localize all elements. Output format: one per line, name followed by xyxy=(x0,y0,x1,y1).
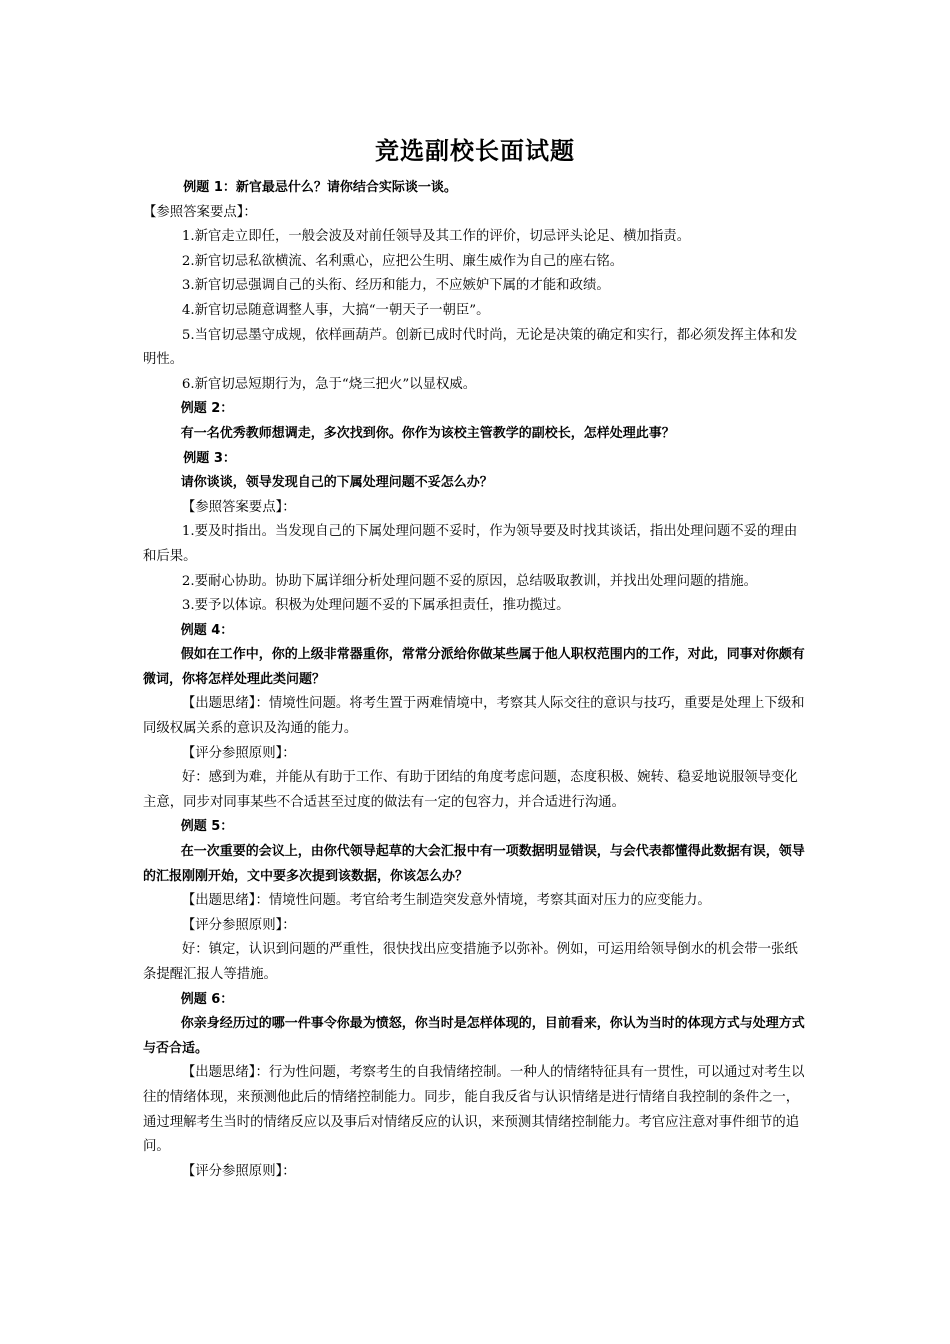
answer-point: 6.新官切忌短期行为，急于“烧三把火”以显权威。 xyxy=(181,376,477,392)
scoring-principle-heading: 【评分参照原则】： xyxy=(181,745,296,761)
question-3-text: 请你谈谈，领导发现自己的下属处理问题不妥怎么办？ xyxy=(180,475,493,491)
page-title: 竞选副校长面试题 xyxy=(375,137,575,165)
question-idea: 【出题思绪】：情境性问题。将考生置于两难情境中，考察其人际交往的意识与技巧，重要是处理上下级和同级权属关系的意识及沟通的能力。 xyxy=(143,696,805,737)
answer-point: 3.要予以体谅。积极为处理问题不妥的下属承担责任，推功揽过。 xyxy=(181,598,570,614)
question-6-label: 例题 6： xyxy=(180,991,234,1007)
question-2-label: 例题 2： xyxy=(180,401,234,417)
scoring-good: 好：感到为难，并能从有助于工作、有助于团结的角度考虑问题，态度积极、婉转、稳妥地说服领导变化主意，同步对同事某些不合适甚至过度的做法有一定的包容力，并合适进行沟通。 xyxy=(143,770,798,810)
question-4-text: 假如在工作中，你的上级非常器重你，常常分派给你做某些属于他人职权范围内的工作，对此，同事对你颇有微词，你将怎样处理此类问题？ xyxy=(143,647,805,687)
answer-point: 4.新官切忌随意调整人事，大搞“一朝天子一朝臣”。 xyxy=(181,302,490,318)
scoring-principle-heading: 【评分参照原则】： xyxy=(181,917,296,933)
reference-answer-heading: 【参照答案要点】： xyxy=(181,499,296,515)
answer-point: 5.当官切忌墨守成规，依样画葫芦。创新已成时代时尚，无论是决策的确定和实行，都必须发挥主体和发明性。 xyxy=(143,327,798,368)
answer-point: 3.新官切忌强调自己的头衔、经历和能力，不应嫉妒下属的才能和政绩。 xyxy=(181,278,610,294)
scoring-principle-heading: 【评分参照原则】： xyxy=(181,1163,296,1179)
document-body xyxy=(143,176,807,1184)
question-idea: 【出题思绪】：行为性问题，考察考生的自我情绪控制。一种人的情绪特征具有一贯性，可以通过对考生以往的情绪体现，来预测他此后的情绪控制能力。同步，能自我反省与认识情绪是进行情绪自我控制的条件之一，通过理解考生当时的情绪反应以及事后对情绪反应的认识，来预测其情绪控制能力。考官应注意对事件细节的追问。 xyxy=(143,1065,805,1155)
question-1: 例题 1：新官最忌什么？请你结合实际谈一谈。 xyxy=(183,180,457,195)
answer-point: 1.要及时指出。当发现自己的下属处理问题不妥时，作为领导要及时找其谈话，指出处理问题不妥的理由和后果。 xyxy=(143,524,798,564)
question-5-text: 在一次重要的会议上，由你代领导起草的大会汇报中有一项数据明显错误，与会代表都懂得此数据有误，领导的汇报刚刚开始，文中要多次提到该数据，你该怎么办？ xyxy=(143,844,805,884)
answer-point: 1.新官走立即任，一般会波及对前任领导及其工作的评价，切忌评头论足、横加指责。 xyxy=(181,229,691,245)
reference-answer-heading: 【参照答案要点】： xyxy=(143,204,257,220)
question-3-label: 例题 3： xyxy=(183,450,236,466)
scoring-good: 好：镇定，认识到问题的严重性，很快找出应变措施予以弥补。例如，可运用给领导倒水的机会带一张纸条提醒汇报人等措施。 xyxy=(143,942,798,982)
question-6-text: 你亲身经历过的哪一件事令你最为愤怒，你当时是怎样体现的，目前看来，你认为当时的体现方式与处理方式与否合适。 xyxy=(143,1016,805,1056)
question-2-text: 有一名优秀教师想调走，多次找到你。你作为该校主管教学的副校长，怎样处理此事？ xyxy=(180,425,675,441)
answer-point: 2.新官切忌私欲横流、名利熏心，应把公生明、廉生威作为自己的座右铭。 xyxy=(181,253,624,269)
question-5-label: 例题 5： xyxy=(180,819,234,835)
question-4-label: 例题 4： xyxy=(180,622,234,638)
answer-point: 2.要耐心协助。协助下属详细分析处理问题不妥的原因，总结吸取教训，并找出处理问题的措施。 xyxy=(181,573,758,589)
question-idea: 【出题思绪】：情境性问题。考官给考生制造突发意外情境，考察其面对压力的应变能力。 xyxy=(181,893,711,909)
